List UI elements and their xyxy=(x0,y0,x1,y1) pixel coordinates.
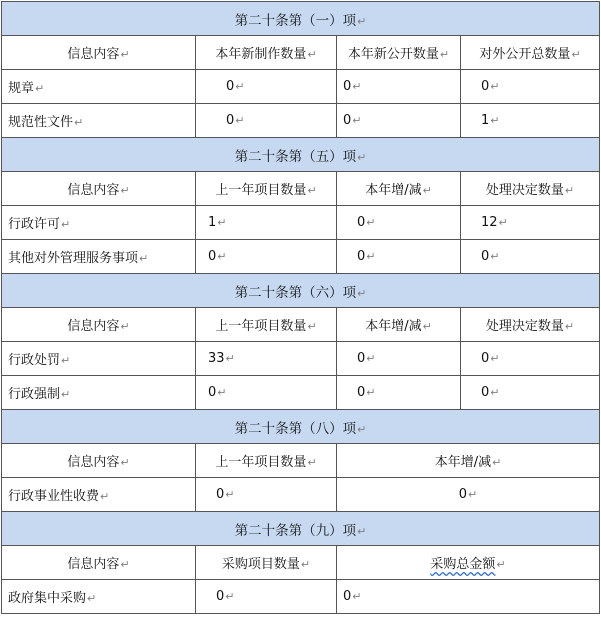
section-title: 第二十条第（九）项↵ xyxy=(2,512,600,546)
row-label: 行政许可↵ xyxy=(2,206,196,240)
cell-value: 0↵ xyxy=(196,70,337,104)
cell-value: 0↵ xyxy=(337,70,461,104)
cell-value: 0↵ xyxy=(196,104,337,138)
row-label: 行政处罚↵ xyxy=(2,342,196,376)
cell-value: 0↵ xyxy=(337,342,461,376)
cell-value: 0↵ xyxy=(196,478,337,512)
column-header: 处理决定数量↵ xyxy=(461,172,600,206)
column-header: 本年增/减↵ xyxy=(337,172,461,206)
cell-value: 0↵ xyxy=(337,104,461,138)
table-row xyxy=(2,580,600,614)
column-header: 本年增/减↵ xyxy=(337,308,461,342)
row-label: 规范性文件↵ xyxy=(2,104,196,138)
section-title: 第二十条第（五）项↵ xyxy=(2,138,600,172)
section-header xyxy=(2,512,600,546)
column-header: 本年新制作数量↵ xyxy=(196,36,337,70)
column-header-row xyxy=(2,172,600,206)
cell-value: 12↵ xyxy=(461,206,600,240)
table-row xyxy=(2,70,600,104)
table-row xyxy=(2,206,600,240)
cell-value: 33↵ xyxy=(196,342,337,376)
cell-value: 0↵ xyxy=(461,342,600,376)
column-header: 信息内容↵ xyxy=(2,36,196,70)
column-header: 处理决定数量↵ xyxy=(461,308,600,342)
column-header: 信息内容↵ xyxy=(2,444,196,478)
cell-value: 0↵ xyxy=(337,206,461,240)
column-header: 上一年项目数量↵ xyxy=(196,308,337,342)
column-header: 本年新公开数量↵ xyxy=(337,36,461,70)
row-label: 行政强制↵ xyxy=(2,376,196,410)
column-header: 上一年项目数量↵ xyxy=(196,444,337,478)
cell-value: 0↵ xyxy=(196,580,337,614)
column-header: 上一年项目数量↵ xyxy=(196,172,337,206)
table-row xyxy=(2,104,600,138)
section-header xyxy=(2,138,600,172)
section-header xyxy=(2,2,600,36)
cell-value: 1↵ xyxy=(461,104,600,138)
column-header: 对外公开总数量↵ xyxy=(461,36,600,70)
table-row xyxy=(2,478,600,512)
column-header-row xyxy=(2,546,600,580)
disclosure-table xyxy=(1,1,600,614)
cell-value: 0↵ xyxy=(337,240,461,274)
section-header xyxy=(2,410,600,444)
table-row xyxy=(2,376,600,410)
column-header: 本年增/减↵ xyxy=(337,444,600,478)
cell-value: 0↵ xyxy=(196,376,337,410)
column-header: 采购项目数量↵ xyxy=(196,546,337,580)
section-title: 第二十条第（六）项↵ xyxy=(2,274,600,308)
column-header-row xyxy=(2,444,600,478)
cell-value: 0↵ xyxy=(461,376,600,410)
cell-value: 1↵ xyxy=(196,206,337,240)
column-header-row xyxy=(2,36,600,70)
cell-value: 0↵ xyxy=(461,240,600,274)
row-label: 政府集中采购↵ xyxy=(2,580,196,614)
cell-value: 0↵ xyxy=(461,70,600,104)
cell-value: 0↵ xyxy=(337,580,600,614)
cell-value: 0↵ xyxy=(337,376,461,410)
table-row xyxy=(2,240,600,274)
cell-value: 0↵ xyxy=(337,478,600,512)
row-label: 其他对外管理服务事项↵ xyxy=(2,240,196,274)
cell-value: 0↵ xyxy=(196,240,337,274)
section-title: 第二十条第（一）项↵ xyxy=(2,2,600,36)
column-header-row xyxy=(2,308,600,342)
section-header xyxy=(2,274,600,308)
section-title: 第二十条第（八）项↵ xyxy=(2,410,600,444)
column-header: 信息内容↵ xyxy=(2,546,196,580)
column-header: 信息内容↵ xyxy=(2,308,196,342)
column-header: 采购总金额↵ xyxy=(337,546,600,580)
row-label: 规章↵ xyxy=(2,70,196,104)
column-header: 信息内容↵ xyxy=(2,172,196,206)
row-label: 行政事业性收费↵ xyxy=(2,478,196,512)
table-row xyxy=(2,342,600,376)
